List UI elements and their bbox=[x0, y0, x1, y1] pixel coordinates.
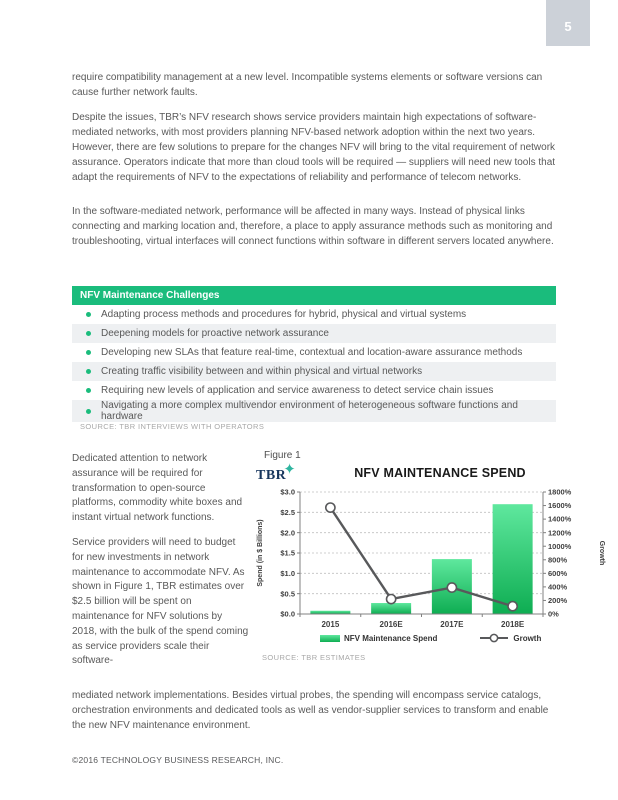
challenge-item-label: Requiring new levels of application and service awareness to detect service chain issues bbox=[101, 385, 494, 396]
svg-text:2016E: 2016E bbox=[379, 620, 403, 629]
challenges-table-header: NFV Maintenance Challenges bbox=[72, 286, 556, 305]
challenges-table bbox=[72, 286, 556, 422]
sparkle-icon: ✦ bbox=[283, 460, 297, 478]
legend-growth-label: Growth bbox=[513, 633, 542, 643]
svg-text:$1.0: $1.0 bbox=[280, 568, 295, 578]
bullet-icon bbox=[86, 312, 91, 317]
left-column-paragraph-2: Service providers will need to budget for new investments in network maintenance to accommodate NFV. As shown in Figure 1, TBR estimates over $2.5 billion will be spent on maintenance for NFV solutions by 2018, with the bulk of the spend coming as service providers scale their software- bbox=[72, 536, 249, 667]
svg-text:800%: 800% bbox=[548, 555, 568, 565]
svg-text:$3.0: $3.0 bbox=[280, 487, 295, 497]
svg-text:1400%: 1400% bbox=[548, 514, 572, 524]
svg-text:2017E: 2017E bbox=[440, 620, 464, 629]
tbr-logo-text: TBR bbox=[256, 468, 287, 483]
chart-legend bbox=[320, 633, 541, 643]
bullet-icon bbox=[86, 350, 91, 355]
tbr-logo bbox=[256, 460, 297, 484]
challenge-item-label: Creating traffic visibility between and within physical and virtual networks bbox=[101, 366, 423, 377]
figure-1 bbox=[250, 450, 612, 668]
table-row bbox=[72, 362, 556, 381]
table-row bbox=[72, 305, 556, 324]
challenge-item-label: Developing new SLAs that feature real-time, contextual and location-aware assurance methods bbox=[101, 347, 523, 358]
legend-spend-swatch bbox=[320, 635, 340, 642]
svg-text:1800%: 1800% bbox=[548, 487, 572, 497]
svg-text:1000%: 1000% bbox=[548, 541, 572, 551]
svg-text:2015: 2015 bbox=[321, 620, 340, 629]
footer-copyright: ©2016 TECHNOLOGY BUSINESS RESEARCH, INC. bbox=[72, 755, 284, 765]
svg-text:200%: 200% bbox=[548, 596, 568, 606]
page-number-badge: 5 bbox=[546, 0, 590, 46]
svg-text:$1.5: $1.5 bbox=[280, 548, 295, 558]
challenges-source-note: SOURCE: TBR INTERVIEWS WITH OPERATORS bbox=[80, 422, 265, 431]
left-column-paragraph-1: Dedicated attention to network assurance will be required for transformation to open-source platforms, commodity white boxes and instant virtual network functions. bbox=[72, 453, 243, 524]
intro-paragraph-1: require compatibility management at a new level. Incompatible systems elements or software versions can cause further network faults. bbox=[72, 72, 543, 98]
figure-label: Figure 1 bbox=[264, 450, 301, 461]
svg-text:$2.5: $2.5 bbox=[280, 507, 295, 517]
bullet-icon bbox=[86, 369, 91, 374]
table-row bbox=[72, 400, 556, 422]
svg-text:$0.0: $0.0 bbox=[280, 609, 295, 619]
bullet-icon bbox=[86, 331, 91, 336]
intro-paragraph-2: Despite the issues, TBR’s NFV research shows service providers maintain high expectations of software-mediated networks, with most providers planning NFV-based network adoption within the next two years. However, there are few solutions to prepare for the changes NFV will bring to the vital requirement of network assurance. Operators indicate that more than cloud tools will be required — suppliers will need new tools that adapt the requirements of NFV to the expectations of reliability and performance of telecom networks. bbox=[72, 112, 556, 183]
challenge-item-label: Adapting process methods and procedures for hybrid, physical and virtual systems bbox=[101, 309, 467, 320]
svg-text:Growth: Growth bbox=[598, 540, 605, 566]
svg-text:$0.5: $0.5 bbox=[280, 589, 295, 599]
legend-item-spend bbox=[320, 634, 437, 643]
svg-text:400%: 400% bbox=[548, 582, 568, 592]
svg-text:1200%: 1200% bbox=[548, 528, 572, 538]
bullet-icon bbox=[86, 409, 91, 414]
legend-growth-marker bbox=[479, 633, 509, 643]
svg-text:0%: 0% bbox=[548, 609, 559, 619]
svg-text:1600%: 1600% bbox=[548, 501, 572, 511]
table-row bbox=[72, 343, 556, 362]
challenge-item-label: Deepening models for proactive network assurance bbox=[101, 328, 329, 339]
chart-title: NFV MAINTENANCE SPEND bbox=[354, 466, 526, 480]
figure-source-note: SOURCE: TBR ESTIMATES bbox=[262, 653, 366, 662]
table-row bbox=[72, 324, 556, 343]
bullet-icon bbox=[86, 388, 91, 393]
spend-growth-chart bbox=[250, 486, 612, 638]
legend-spend-label: NFV Maintenance Spend bbox=[344, 633, 438, 643]
legend-item-growth bbox=[479, 633, 541, 643]
svg-text:$2.0: $2.0 bbox=[280, 528, 295, 538]
intro-paragraph-3: In the software-mediated network, performance will be affected in many ways. Instead of physical links connecting and marking location and, therefore, a place to apply assurance methods such as monitoring and troubleshooting, virtual interfaces will connect functions within software in different servers located anywhere. bbox=[72, 206, 554, 247]
left-text-column bbox=[72, 452, 249, 679]
svg-text:600%: 600% bbox=[548, 568, 568, 578]
continuation-paragraph: mediated network implementations. Besides virtual probes, the spending will encompass service catalogs, orchestration environments and dedicated tools as well as vendor-supplier services to transform and enable the new NFV maintenance environment. bbox=[72, 690, 549, 731]
svg-text:2018E: 2018E bbox=[501, 620, 525, 629]
table-row bbox=[72, 381, 556, 400]
svg-text:Spend (in $ Billions): Spend (in $ Billions) bbox=[257, 519, 264, 587]
challenge-item-label: Navigating a more complex multivendor environment of heterogeneous software functions and hardware bbox=[101, 400, 518, 422]
